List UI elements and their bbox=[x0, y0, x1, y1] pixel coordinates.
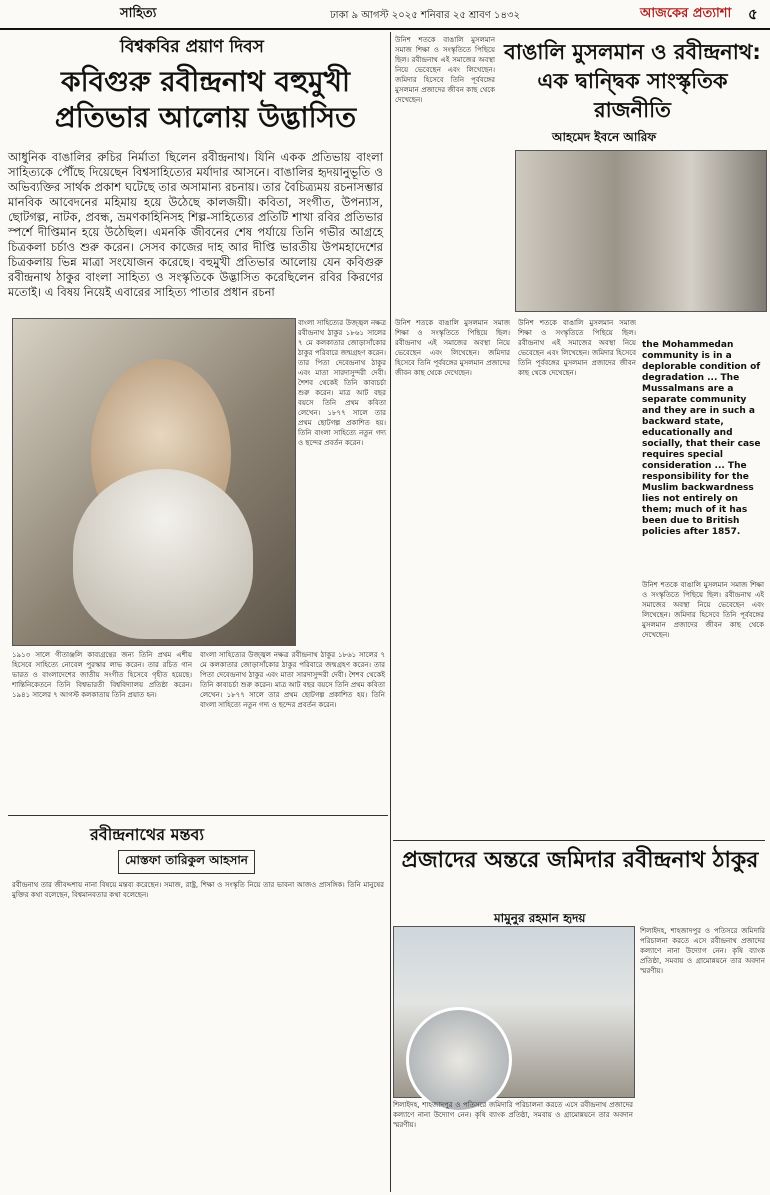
dateline: ঢাকা ৯ আগস্ট ২০২৫ শনিবার ২৫ শ্রাবণ ১৪৩২ bbox=[330, 10, 520, 21]
comment-body: রবীন্দ্রনাথ তার জীবদ্দশায় নানা বিষয়ে মন্তব্য করেছেন। সমাজ, রাষ্ট্র, শিক্ষা ও সংস্কৃতি নিয়ে তার ভাবনা আজও প্রাসঙ্গিক। তিনি মানুষের মুক্তির কথা বলেছেন, বিশ্বমানবতার কথা বলেছেন। bbox=[12, 881, 384, 899]
main-headline: কবিগুরু রবীন্দ্রনাথ বহুমুখী প্রতিভার আলোয় উদ্ভাসিত bbox=[54, 65, 357, 134]
main-intro: আধুনিক বাঙালির রুচির নির্মাতা ছিলেন রবীন্দ্রনাথ। যিনি একক প্রতিভায় বাংলা সাহিত্যকে পৌঁছে দিয়েছেন বিশ্বসাহিত্যের মর্যাদার আসনে। বাঙালির হৃদয়ানুভূতি ও অভিব্যক্তির সার্থক প্রকাশ ঘটেছে তার অসামান্য রচনায়। তার বৈচিত্র্যময় রচনাসম্ভার মানবিক আবেদনের মহিমায় হয়ে উঠেছে কালজয়ী। কবিতা, সংগীত, উপন্যাস, ছোটগল্প, নাটক, প্রবন্ধ, ভ্রমণকাহিনিসহ শিল্প-সাহিত্যের প্রতিটি শাখা রবির প্রতিভার স্পর্শে দীপ্তিমান হয়ে উঠেছিল। এমনকি জীবনের শেষ পর্যায়ে তিনি গভীর আগ্রহে চিত্রকলা চর্চাও শুরু করেন। সেসব কাজের দাহ আর দীপ্তি ভারতীয় উপমহাদেশের চিত্রকলায় ভিন্ন মাত্রা সংযোজন করেছে। বহুমুখী প্রতিভার আলোয় যেন কবিগুরু রবীন্দ্রনাথ ঠাকুর বাংলা সাহিত্য ও সংস্কৃতিকে উদ্ভাসিত করেছিলেন রবির কিরণের মতোই। এ বিষয় নিয়েই এবারের সাহিত্য পাতার প্রধান রচনা bbox=[8, 150, 383, 299]
comment-byline: মোস্তফা তারিকুল আহসান bbox=[118, 850, 255, 874]
historical-photo bbox=[515, 150, 767, 312]
section-label: সাহিত্য bbox=[120, 6, 157, 21]
right-body-column-4: উনিশ শতকে বাঙালি মুসলমান সমাজ শিক্ষা ও সংস্কৃতিতে পিছিয়ে ছিল। রবীন্দ্রনাথ এই সমাজের অবস্থা নিয়ে ভেবেছেন এবং লিখেছেন। জমিদার হিসেবে তিনি পূর্ববঙ্গের মুসলমান প্রজাদের জীবন কাছ থেকে দেখেছেন। bbox=[642, 581, 764, 639]
main-body-column-3: বাংলা সাহিত্যের উজ্জ্বল নক্ষত্র রবীন্দ্রনাথ ঠাকুর ১৮৬১ সালের ৭ মে কলকাতার জোড়াসাঁকোর ঠাকুর পরিবারে জন্মগ্রহণ করেন। তার পিতা দেবেন্দ্রনাথ ঠাকুর এবং মাতা সারদাসুন্দরী দেবী। শৈশব থেকেই তিনি কাব্যচর্চা শুরু করেন। মাত্র আট বছর বয়সে তিনি প্রথম কবিতা লেখেন। ১৮৭৭ সালে তার প্রথম ছোটগল্প প্রকাশিত হয়। তিনি বাংলা সাহিত্যে নতুন গদ্য ও ছন্দের প্রবর্তন করেন। bbox=[200, 651, 385, 709]
village-photo bbox=[393, 926, 635, 1098]
main-body-column-2: ১৯১৩ সালে গীতাঞ্জলি কাব্যগ্রন্থের জন্য তিনি প্রথম এশীয় হিসেবে সাহিত্যে নোবেল পুরস্কার লাভ করেন। তার রচিত গান ভারত ও বাংলাদেশের জাতীয় সংগীত হিসেবে গৃহীত হয়েছে। শান্তিনিকেতনে তিনি বিশ্বভারতী বিশ্ববিদ্যালয় প্রতিষ্ঠা করেন। ১৯৪১ সালের ৭ আগস্ট কলকাতায় তিনি প্রয়াত হন। bbox=[12, 651, 192, 699]
inset-portrait bbox=[406, 1007, 512, 1113]
comment-title: রবীন্দ্রনাথের মন্তব্য bbox=[90, 825, 205, 844]
masthead: আজকের প্রত্যাশা bbox=[640, 6, 732, 21]
main-body-column-1: বাংলা সাহিত্যের উজ্জ্বল নক্ষত্র রবীন্দ্রনাথ ঠাকুর ১৮৬১ সালের ৭ মে কলকাতার জোড়াসাঁকোর ঠাকুর পরিবারে জন্মগ্রহণ করেন। তার পিতা দেবেন্দ্রনাথ ঠাকুর এবং মাতা সারদাসুন্দরী দেবী। শৈশব থেকেই তিনি কাব্যচর্চা শুরু করেন। মাত্র আট বছর বয়সে তিনি প্রথম কবিতা লেখেন। ১৮৭৭ সালে তার প্রথম ছোটগল্প প্রকাশিত হয়। তিনি বাংলা সাহিত্যে নতুন গদ্য ও ছন্দের প্রবর্তন করেন। bbox=[298, 319, 386, 447]
bottom-body-column-2: শিলাইদহ, শাহজাদপুর ও পতিসরে জমিদারি পরিচালনা করতে এসে রবীন্দ্রনাথ প্রজাদের কল্যাণে নানা উদ্যোগ নেন। কৃষি ব্যাংক প্রতিষ্ঠা, সমবায় ও গ্রামোন্নয়নে তার অবদান স্মরণীয়। bbox=[393, 1101, 633, 1129]
page-number: ৫ bbox=[748, 5, 758, 23]
bottom-body-column-1: শিলাইদহ, শাহজাদপুর ও পতিসরে জমিদারি পরিচালনা করতে এসে রবীন্দ্রনাথ প্রজাদের কল্যাণে নানা উদ্যোগ নেন। কৃষি ব্যাংক প্রতিষ্ঠা, সমবায় ও গ্রামোন্নয়নে তার অবদান স্মরণীয়। bbox=[640, 927, 765, 975]
column-divider bbox=[390, 32, 391, 1192]
english-quote: the Mohammedan community is in a deplorable condition of degradation ... The Mussalmans are a separate community and they are in such a backward state, educationally and socially, that their case requires special consideration ... The responsibility for the Muslim backwardness lies not entirely on them; much of it has been due to British policies after 1857. bbox=[642, 340, 761, 537]
portrait-beard bbox=[73, 469, 253, 639]
right-body-column-3: উনিশ শতকে বাঙালি মুসলমান সমাজ শিক্ষা ও সংস্কৃতিতে পিছিয়ে ছিল। রবীন্দ্রনাথ এই সমাজের অবস্থা নিয়ে ভেবেছেন এবং লিখেছেন। জমিদার হিসেবে তিনি পূর্ববঙ্গের মুসলমান প্রজাদের জীবন কাছ থেকে দেখেছেন। bbox=[518, 319, 636, 377]
main-subhead: বিশ্বকবির প্রয়াণ দিবস bbox=[120, 37, 264, 57]
right-headline: বাঙালি মুসলমান ও রবীন্দ্রনাথ: এক দ্বান্দ্বিক সাংস্কৃতিক রাজনীতি bbox=[504, 40, 761, 122]
right-body-column-2: উনিশ শতকে বাঙালি মুসলমান সমাজ শিক্ষা ও সংস্কৃতিতে পিছিয়ে ছিল। রবীন্দ্রনাথ এই সমাজের অবস্থা নিয়ে ভেবেছেন এবং লিখেছেন। জমিদার হিসেবে তিনি পূর্ববঙ্গের মুসলমান প্রজাদের জীবন কাছ থেকে দেখেছেন। bbox=[395, 319, 510, 377]
divider bbox=[393, 840, 765, 841]
bottom-byline: মামুনুর রহমান হৃদয় bbox=[494, 911, 586, 925]
right-byline: আহমেদ ইবনে আরিফ bbox=[552, 130, 657, 144]
right-body-column-1: উনিশ শতকে বাঙালি মুসলমান সমাজ শিক্ষা ও সংস্কৃতিতে পিছিয়ে ছিল। রবীন্দ্রনাথ এই সমাজের অবস্থা নিয়ে ভেবেছেন এবং লিখেছেন। জমিদার হিসেবে তিনি পূর্ববঙ্গের মুসলমান প্রজাদের জীবন কাছ থেকে দেখেছেন। bbox=[395, 36, 495, 104]
rabindranath-portrait bbox=[12, 318, 296, 646]
divider bbox=[8, 815, 388, 816]
bottom-headline: প্রজাদের অন্তরে জমিদার রবীন্দ্রনাথ ঠাকুর bbox=[401, 848, 759, 873]
